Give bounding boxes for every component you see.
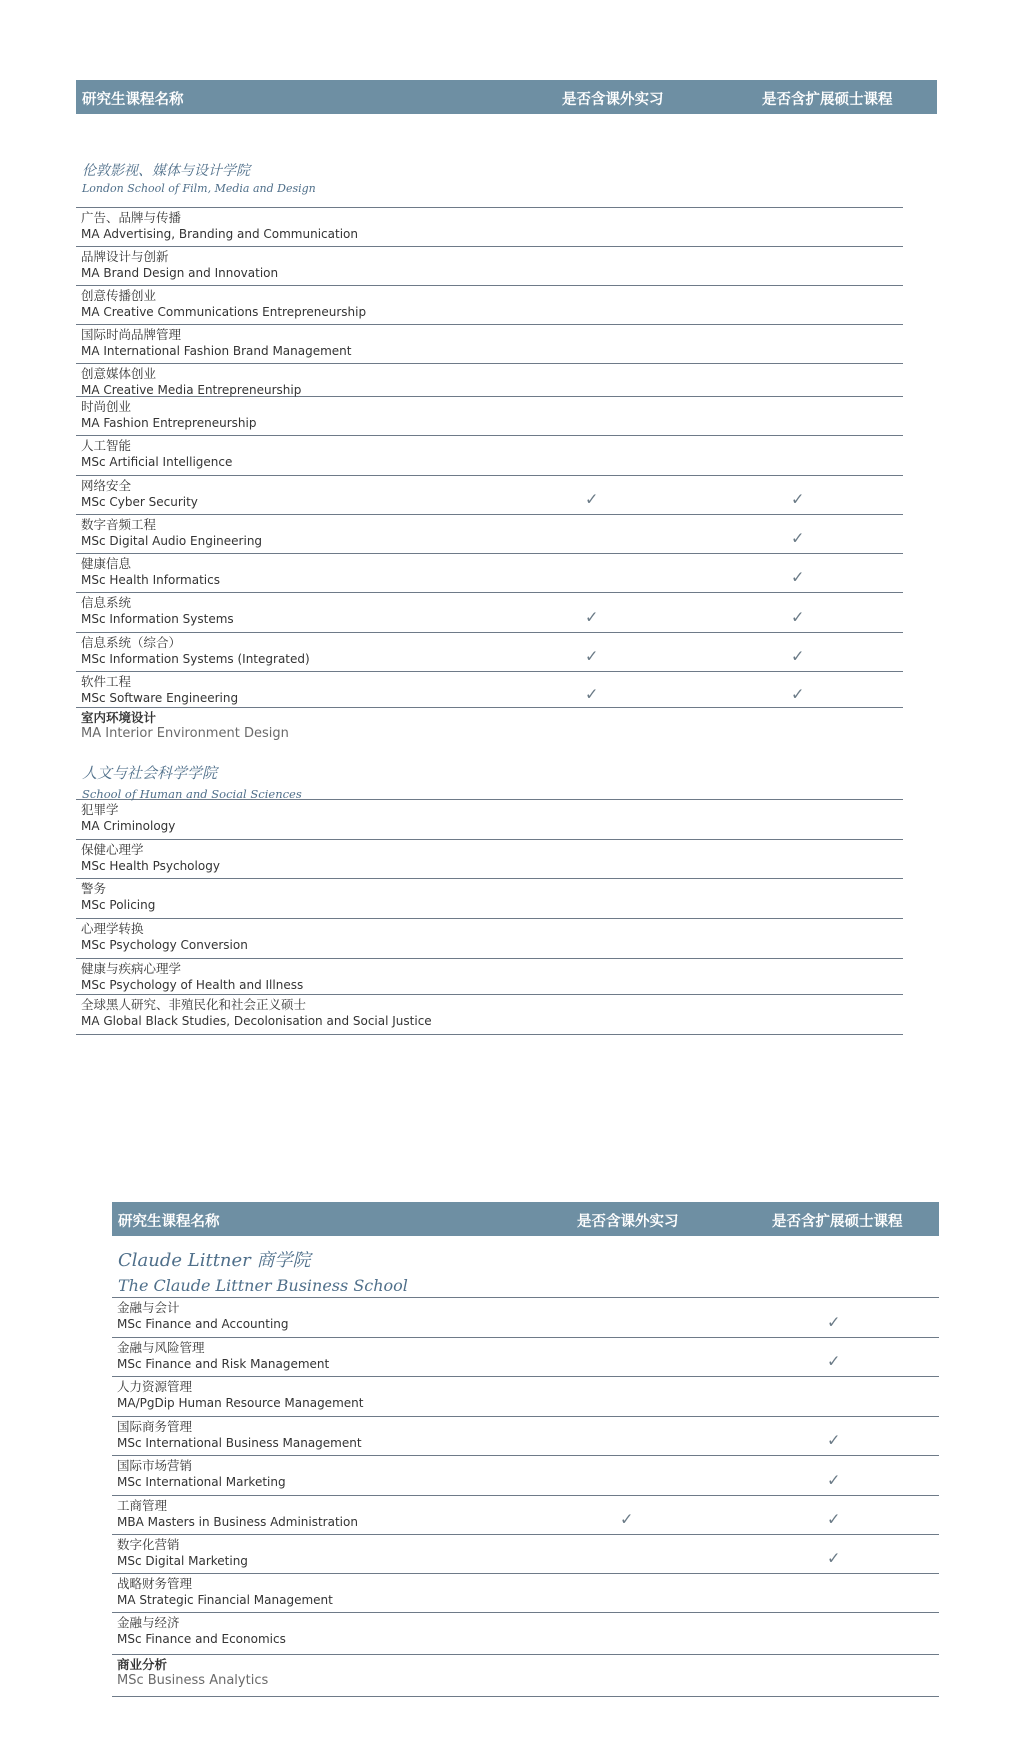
course-name-en: MSc Finance and Economics [117,1632,286,1646]
table-row [76,879,903,919]
course-name-en: MA/PgDip Human Resource Management [117,1396,364,1410]
course-name-en: MA Global Black Studies, Decolonisation and Social Justice [81,1014,432,1028]
table-row [76,800,903,840]
table-row [112,1655,939,1697]
course-name-en: MSc Digital Marketing [117,1554,248,1568]
course-name-cn: 健康与疾病心理学 [81,961,182,976]
header-internship: 是否含课外实习 [577,1214,679,1230]
check-mark-icon: ✓ [791,646,805,666]
course-name-cn: 健康信息 [81,556,132,571]
course-name-en: MSc Artificial Intelligence [81,455,233,469]
course-name-cn: 软件工程 [81,674,132,689]
header-course-name: 研究生课程名称 [118,1214,220,1230]
header-extended: 是否含扩展硕士课程 [762,92,893,108]
school-name-cn: 伦敦影视、媒体与设计学院 [82,163,250,179]
table-row [76,633,903,672]
course-name-en: MBA Masters in Business Administration [117,1515,358,1529]
table-row [76,364,903,397]
check-mark-icon: ✓ [827,1351,841,1371]
table-row [76,554,903,593]
course-name-cn: 心理学转换 [81,921,144,936]
table-header [76,80,937,114]
course-name-cn: 数字音频工程 [81,517,157,532]
course-name-en: MSc Business Analytics [117,1673,269,1688]
course-name-en: MSc Psychology of Health and Illness [81,978,304,992]
table-row [112,1298,939,1338]
course-name-en: MSc Information Systems [81,612,234,626]
course-name-en: MSc Finance and Accounting [117,1317,289,1331]
course-name-en: MSc Psychology Conversion [81,938,248,952]
check-mark-icon: ✓ [791,567,805,587]
table-row [76,476,903,515]
course-name-en: MA Advertising, Branding and Communication [81,227,358,241]
course-name-cn: 广告、品牌与传播 [81,210,182,225]
course-name-cn: 品牌设计与创新 [81,249,169,264]
check-mark-icon: ✓ [827,1548,841,1568]
course-name-en: MSc Finance and Risk Management [117,1357,330,1371]
table-row [76,397,903,436]
course-name-cn: 国际时尚品牌管理 [81,327,182,342]
school-name-cn: Claude Littner 商学院 [118,1250,311,1271]
course-name-en: MSc Health Psychology [81,859,220,873]
course-name-en: MSc Health Informatics [81,573,220,587]
course-name-cn: 网络安全 [81,478,132,493]
course-name-cn: 保健心理学 [81,842,144,857]
table-row [76,959,903,995]
course-name-en: MA Creative Media Entrepreneurship [81,383,302,397]
course-name-cn: 国际商务管理 [117,1419,193,1434]
check-mark-icon: ✓ [585,683,599,703]
check-mark-icon: ✓ [791,683,805,703]
course-name-en: MSc Information Systems (Integrated) [81,652,310,666]
school-name-en: London School of Film, Media and Design [82,182,316,195]
course-name-cn: 警务 [81,881,107,896]
table-row [112,1496,939,1535]
school-name-cn: 人文与社会科学学院 [82,764,218,782]
course-name-cn: 工商管理 [117,1498,168,1513]
table-row [76,840,903,879]
table-row [112,1456,939,1496]
school-name-en: School of Human and Social Sciences [82,787,302,801]
course-name-en: MA Fashion Entrepreneurship [81,416,257,430]
course-table-1 [76,80,937,1035]
table-row [76,919,903,959]
school-heading-business-school [112,1236,939,1298]
check-mark-icon: ✓ [585,489,599,509]
table-row [112,1377,939,1417]
course-name-cn: 室内环境设计 [81,710,157,725]
check-mark-icon: ✓ [827,1430,841,1450]
check-mark-icon: ✓ [791,489,805,509]
course-name-cn: 犯罪学 [81,802,119,817]
table-row [76,708,903,748]
course-name-cn: 时尚创业 [81,399,132,414]
course-name-en: MSc Software Engineering [81,691,239,705]
check-mark-icon: ✓ [827,1311,841,1331]
header-internship: 是否含课外实习 [562,92,664,108]
course-name-cn: 国际市场营销 [117,1458,193,1473]
course-name-cn: 创意传播创业 [81,288,157,303]
course-name-cn: 数字化营销 [117,1537,180,1552]
table-row [76,286,903,325]
table-row [76,247,903,286]
course-name-cn: 全球黑人研究、非殖民化和社会正义硕士 [81,997,307,1012]
course-name-cn: 战略财务管理 [117,1576,193,1591]
check-mark-icon: ✓ [585,646,599,666]
check-mark-icon: ✓ [827,1469,841,1489]
course-name-cn: 人力资源管理 [117,1379,193,1394]
course-name-cn: 金融与会计 [117,1300,180,1315]
course-name-cn: 信息系统 [81,595,132,610]
course-name-en: MSc International Marketing [117,1475,286,1489]
course-name-en: MSc Digital Audio Engineering [81,534,263,548]
course-name-en: MSc Policing [81,898,156,912]
course-name-cn: 商业分析 [117,1657,168,1672]
table-row [76,208,903,247]
course-name-cn: 人工智能 [81,438,132,453]
course-name-en: MSc Cyber Security [81,495,198,509]
table-row [112,1535,939,1574]
course-name-en: MA Interior Environment Design [81,726,289,741]
course-name-en: MSc International Business Management [117,1436,362,1450]
course-name-cn: 创意媒体创业 [81,366,157,381]
course-name-en: MA Brand Design and Innovation [81,266,279,280]
course-name-cn: 金融与风险管理 [117,1340,205,1355]
table-row [76,593,903,633]
course-name-en: MA Creative Communications Entrepreneurship [81,305,367,319]
course-name-cn: 信息系统（综合） [81,635,182,650]
table-row [76,672,903,708]
check-mark-icon: ✓ [791,528,805,548]
table-header [112,1202,939,1236]
course-table-2 [112,1202,939,1697]
course-name-en: MA Strategic Financial Management [117,1593,333,1607]
check-mark-icon: ✓ [620,1509,634,1529]
table-row [76,515,903,554]
header-extended: 是否含扩展硕士课程 [772,1214,903,1230]
table-row [76,325,903,364]
check-mark-icon: ✓ [791,606,805,626]
table-row [112,1574,939,1613]
table-row [112,1613,939,1655]
course-name-en: MA Criminology [81,819,176,833]
table-row [112,1338,939,1377]
school-name-en: The Claude Littner Business School [118,1276,408,1295]
header-course-name: 研究生课程名称 [82,92,184,108]
table-row [76,995,903,1035]
school-heading-human-social-sciences [76,748,903,800]
school-heading-film-media-design [76,114,903,208]
table-row [112,1417,939,1456]
table-row [76,436,903,476]
course-name-cn: 金融与经济 [117,1615,180,1630]
course-name-en: MA International Fashion Brand Management [81,344,352,358]
check-mark-icon: ✓ [827,1509,841,1529]
check-mark-icon: ✓ [585,606,599,626]
